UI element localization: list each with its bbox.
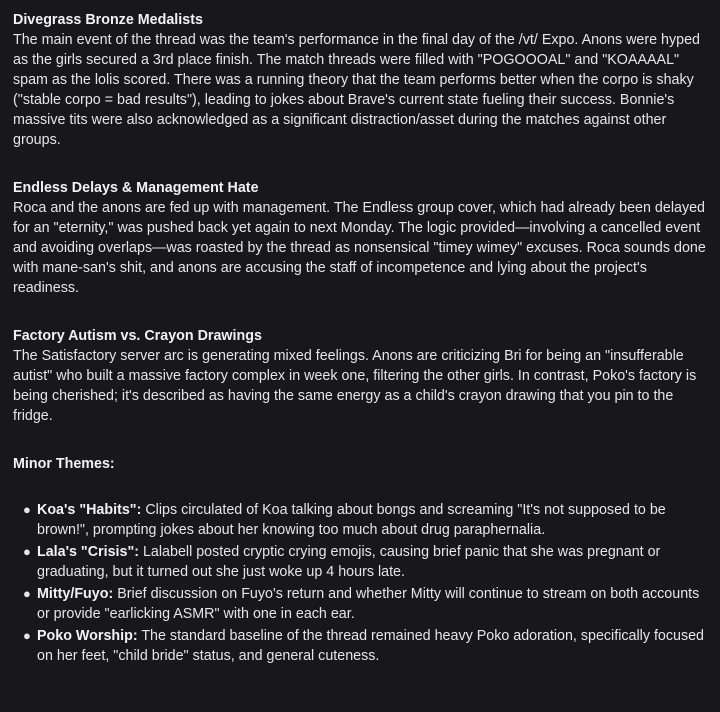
list-item — [23, 626, 707, 666]
item-label: Mitty/Fuyo: — [37, 586, 114, 602]
section-body: The main event of the thread was the team's performance in the final day of the /vt/ Expo. Anons were hyped as the girls secured a 3rd place finish. The match threads were filled with "POGOOOAL" and "KOAAAAL" spam as the lolis scored. There was a running theory that the team performs better when the corpo is shaky ("stable corpo = bad results"), leading to jokes about Brave's current state fueling their success. Bonnie's massive tits were also acknowledged as a significant distraction/asset during the matches against other groups. — [13, 32, 700, 148]
section-factory-autism — [13, 326, 707, 426]
bullet-icon: ● — [23, 628, 31, 643]
item-label: Poko Worship: — [37, 628, 138, 644]
list-item — [23, 584, 707, 624]
section-body: Roca and the anons are fed up with management. The Endless group cover, which had already been delayed for an "eternity," was pushed back yet again to next Monday. The logic provided—involving a cancelled event and avoiding overlaps—was roasted by the thread as nonsensical "timey wimey" excuses. Roca sounds done with mane-san's shit, and anons are accusing the staff of incompetence and lying about the project's readiness. — [13, 200, 706, 296]
section-body: The Satisfactory server arc is generating mixed feelings. Anons are criticizing Bri for being an "insufferable autist" who built a massive factory complex in week one, filtering the other girls. In contrast, Poko's factory is being cherished; it's described as having the same energy as a child's crayon drawing that you pin to the fridge. — [13, 348, 697, 424]
minor-themes-title: Minor Themes: — [13, 456, 115, 472]
list-item — [23, 542, 707, 582]
document — [13, 10, 707, 666]
bullet-icon: ● — [23, 586, 31, 601]
section-divegrass — [13, 10, 707, 150]
item-text: Lalabell posted cryptic crying emojis, causing brief panic that she was pregnant or graduating, but it turned out she just woke up 4 hours late. — [37, 544, 661, 580]
item-text: Clips circulated of Koa talking about bongs and screaming "It's not supposed to be brown!", prompting jokes about her knowing too much about drug paraphernalia. — [37, 502, 666, 538]
section-endless-delays — [13, 178, 707, 298]
item-text: The standard baseline of the thread remained heavy Poko adoration, specifically focused on her feet, "child bride" status, and general cuteness. — [37, 628, 705, 664]
section-title: Divegrass Bronze Medalists — [13, 12, 203, 28]
item-text: Brief discussion on Fuyo's return and whether Mitty will continue to stream on both accounts or provide "earlicking ASMR" with one in each ear. — [37, 586, 700, 622]
section-title: Factory Autism vs. Crayon Drawings — [13, 328, 262, 344]
bullet-icon: ● — [23, 502, 31, 517]
list-item — [23, 500, 707, 540]
bullet-icon: ● — [23, 544, 31, 559]
minor-themes-list — [13, 500, 707, 666]
item-label: Koa's "Habits": — [37, 502, 142, 518]
item-label: Lala's "Crisis": — [37, 544, 139, 560]
section-title: Endless Delays & Management Hate — [13, 180, 259, 196]
